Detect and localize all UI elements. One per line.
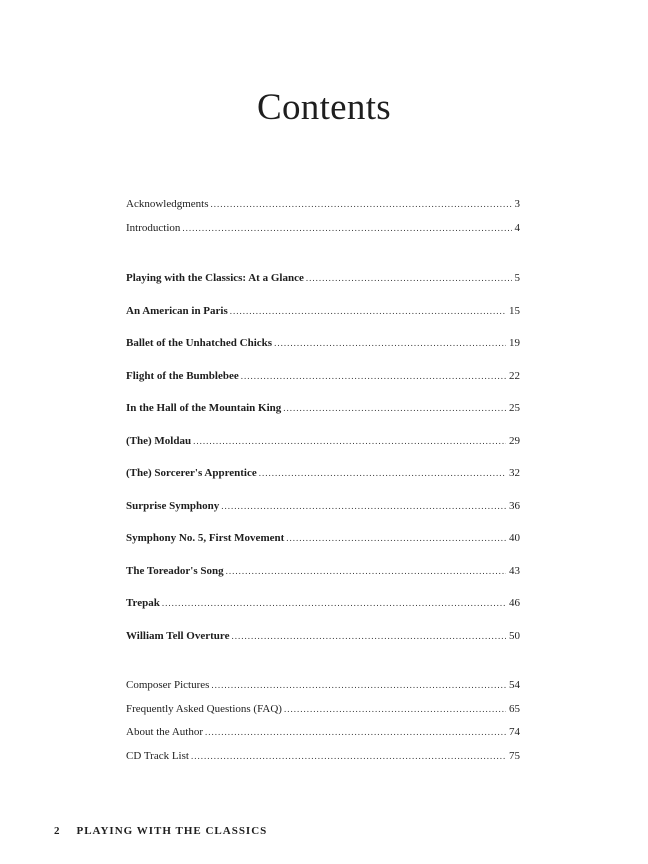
toc-entry-page: 46 — [509, 597, 520, 609]
toc-dot-leader — [221, 499, 506, 513]
page-footer — [54, 825, 267, 837]
toc-dot-leader — [210, 197, 511, 211]
toc-entry[interactable] — [126, 749, 520, 763]
toc-back-matter — [126, 678, 520, 772]
toc-entry-title: Trepak — [126, 597, 160, 609]
footer-running-title: PLAYING WITH THE CLASSICS — [76, 825, 268, 837]
toc-entry-title: An American in Paris — [126, 304, 228, 317]
toc-entry[interactable] — [126, 401, 520, 415]
toc-entry[interactable] — [126, 466, 520, 480]
toc-entry[interactable] — [126, 369, 520, 383]
toc-entry[interactable] — [126, 271, 520, 285]
toc-entry-page: 22 — [509, 369, 520, 382]
toc-entry[interactable] — [126, 221, 520, 235]
toc-entry-title: CD Track List — [126, 749, 189, 762]
toc-main-chapters — [126, 271, 520, 661]
toc-entry-title: (The) Moldau — [126, 434, 192, 447]
toc-entry[interactable] — [126, 725, 520, 739]
toc-entry-page: 43 — [509, 564, 520, 577]
toc-entry-title: In the Hall of the Mountain King — [126, 402, 282, 414]
toc-entry-title: Playing with the Classics: At a Glance — [126, 272, 304, 284]
toc-dot-leader — [191, 749, 506, 763]
toc-entry[interactable] — [126, 702, 520, 716]
toc-entry-page: 36 — [509, 499, 520, 512]
toc-entry-page: 32 — [509, 467, 520, 479]
toc-dot-leader — [284, 702, 506, 716]
toc-dot-leader — [226, 564, 506, 578]
toc-entry-page: 25 — [509, 402, 520, 414]
toc-entry-title: Ballet of the Unhatched Chicks — [126, 337, 273, 349]
toc-entry-page: 74 — [509, 726, 520, 738]
toc-entry-page: 3 — [514, 198, 520, 210]
toc-entry-title: Symphony No. 5, First Movement — [126, 532, 285, 544]
toc-entry-title: (The) Sorcerer's Apprentice — [126, 467, 257, 479]
toc-entry-title: The Toreador's Song — [126, 564, 224, 577]
toc-entry-page: 15 — [509, 304, 520, 317]
toc-entry-title: Introduction — [126, 222, 181, 234]
toc-entry[interactable] — [126, 499, 520, 513]
toc-entry-page: 4 — [514, 222, 520, 234]
toc-dot-leader — [182, 221, 511, 235]
toc-entry-title: Frequently Asked Questions (FAQ) — [126, 702, 282, 715]
toc-dot-leader — [306, 271, 512, 285]
toc-entry[interactable] — [126, 336, 520, 350]
toc-dot-leader — [259, 466, 506, 480]
toc-entry[interactable] — [126, 678, 520, 692]
toc-entry-page: 65 — [509, 702, 520, 715]
toc-entry-page: 19 — [509, 337, 520, 349]
toc-entry[interactable] — [126, 304, 520, 318]
toc-dot-leader — [211, 678, 506, 692]
toc-dot-leader — [230, 304, 506, 318]
toc-dot-leader — [193, 434, 506, 448]
toc-dot-leader — [274, 336, 506, 350]
toc-entry-title: Flight of the Bumblebee — [126, 369, 239, 382]
toc-entry-title: About the Author — [126, 726, 203, 738]
toc-dot-leader — [286, 531, 506, 545]
toc-entry-page: 50 — [509, 629, 520, 642]
toc-entry[interactable] — [126, 434, 520, 448]
toc-front-matter — [126, 197, 520, 245]
toc-entry[interactable] — [126, 596, 520, 610]
toc-dot-leader — [205, 725, 506, 739]
toc-entry-page: 40 — [509, 532, 520, 544]
toc-entry-title: Surprise Symphony — [126, 499, 220, 512]
toc-entry-page: 5 — [514, 272, 520, 284]
toc-entry-page: 54 — [509, 679, 520, 691]
toc-entry-title: William Tell Overture — [126, 629, 230, 642]
page-title: Contents — [257, 87, 391, 128]
toc-dot-leader — [162, 596, 506, 610]
toc-dot-leader — [283, 401, 506, 415]
toc-entry-page: 29 — [509, 434, 520, 447]
toc-dot-leader — [231, 629, 506, 643]
toc-entry-title: Composer Pictures — [126, 679, 210, 691]
toc-entry[interactable] — [126, 629, 520, 643]
toc-entry[interactable] — [126, 531, 520, 545]
toc-entry[interactable] — [126, 197, 520, 211]
footer-page-number: 2 — [54, 825, 61, 837]
toc-entry-title: Acknowledgments — [126, 198, 209, 210]
toc-dot-leader — [241, 369, 506, 383]
toc-entry[interactable] — [126, 564, 520, 578]
toc-entry-page: 75 — [509, 749, 520, 762]
